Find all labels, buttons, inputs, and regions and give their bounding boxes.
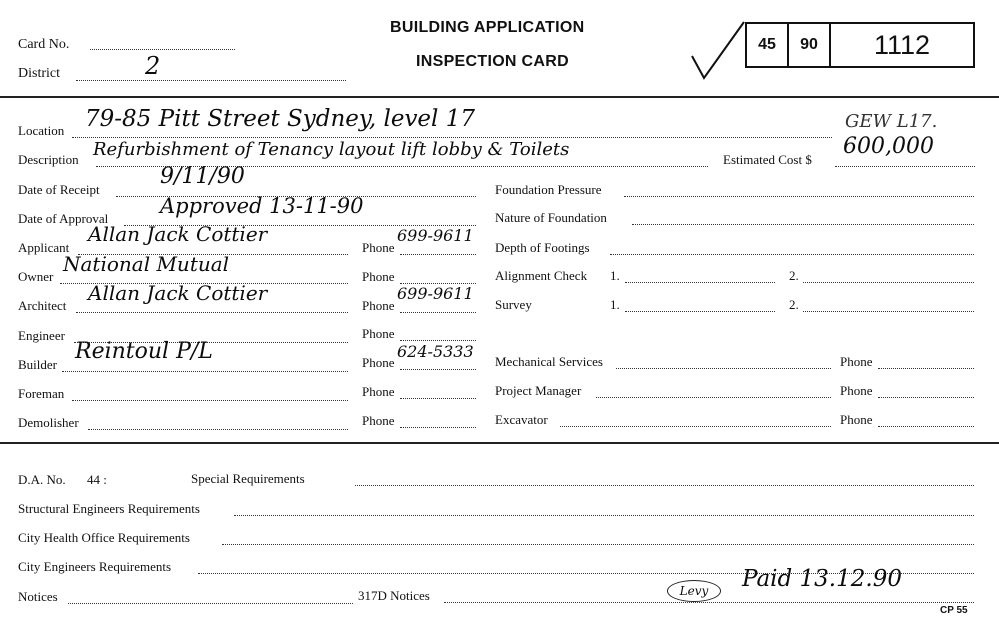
ref-cell-a: 45 bbox=[747, 24, 789, 66]
special-requirements-line bbox=[355, 485, 974, 486]
architect-value: Allan Jack Cottier bbox=[88, 281, 268, 305]
architect-phone-label: Phone bbox=[362, 298, 395, 313]
district-value: 2 bbox=[145, 52, 161, 80]
foreman-line bbox=[72, 400, 348, 401]
owner-phone-label: Phone bbox=[362, 269, 395, 284]
location-value: 79-85 Pitt Street Sydney, level 17 bbox=[85, 106, 475, 132]
date-approval-value: Approved 13-11-90 bbox=[160, 194, 364, 218]
builder-label: Builder bbox=[18, 357, 57, 372]
owner-label: Owner bbox=[18, 269, 54, 284]
district-line bbox=[76, 80, 346, 81]
paid-value: Paid 13.12.90 bbox=[742, 566, 902, 592]
excavator-phone-label: Phone bbox=[840, 412, 873, 427]
date-receipt-value: 9/11/90 bbox=[160, 164, 245, 189]
structural-engineers-line bbox=[234, 515, 974, 516]
city-health-line bbox=[222, 544, 974, 545]
description-label: Description bbox=[18, 152, 79, 167]
reference-number-box bbox=[745, 22, 975, 68]
card-title-line2: INSPECTION CARD bbox=[416, 53, 569, 70]
date-approval-label: Date of Approval bbox=[18, 211, 109, 226]
applicant-phone-value: 699-9611 bbox=[397, 226, 474, 245]
architect-phone-value: 699-9611 bbox=[397, 284, 474, 303]
builder-line bbox=[62, 371, 348, 372]
city-engineers-label: City Engineers Requirements bbox=[18, 559, 172, 574]
card-no-line bbox=[90, 49, 235, 50]
form-code: CP 55 bbox=[940, 605, 968, 616]
engineer-label: Engineer bbox=[18, 328, 65, 343]
applicant-phone-label: Phone bbox=[362, 240, 395, 255]
ref-cell-b: 90 bbox=[789, 24, 831, 66]
builder-phone-line bbox=[400, 369, 476, 370]
notices-317d-line bbox=[444, 602, 974, 603]
project-manager-phone-label: Phone bbox=[840, 383, 873, 398]
survey-line-1 bbox=[625, 311, 775, 312]
project-manager-label: Project Manager bbox=[495, 383, 582, 398]
mechanical-phone-label: Phone bbox=[840, 354, 873, 369]
mechanical-services-label: Mechanical Services bbox=[495, 354, 603, 369]
excavator-line bbox=[560, 426, 831, 427]
da-no-value: 44 : bbox=[87, 472, 107, 487]
estimated-cost-value: 600,000 bbox=[843, 134, 934, 159]
location-label: Location bbox=[18, 123, 65, 138]
ref-cell-c: 1112 bbox=[873, 29, 931, 60]
location-line bbox=[72, 137, 832, 138]
depth-footings-line bbox=[610, 254, 974, 255]
engineer-phone-line bbox=[400, 340, 476, 341]
survey-label: Survey bbox=[495, 297, 532, 312]
mechanical-services-line bbox=[616, 368, 831, 369]
mechanical-phone-line bbox=[878, 368, 974, 369]
check-mark-icon bbox=[686, 18, 748, 80]
architect-phone-line bbox=[400, 312, 476, 313]
architect-line bbox=[76, 312, 348, 313]
architect-label: Architect bbox=[18, 298, 67, 313]
builder-phone-label: Phone bbox=[362, 355, 395, 370]
location-note: GEW L17. bbox=[845, 111, 938, 132]
alignment-check-label: Alignment Check bbox=[495, 268, 588, 283]
project-manager-phone-line bbox=[878, 397, 974, 398]
estimated-cost-label: Estimated Cost $ bbox=[723, 152, 812, 167]
notices-line bbox=[68, 603, 353, 604]
nature-foundation-line bbox=[632, 224, 974, 225]
alignment-num-2: 2. bbox=[789, 268, 799, 283]
demolisher-label: Demolisher bbox=[18, 415, 79, 430]
foreman-label: Foreman bbox=[18, 386, 65, 401]
owner-value: National Mutual bbox=[63, 252, 230, 276]
foreman-phone-line bbox=[400, 398, 476, 399]
notices-label: Notices bbox=[18, 589, 58, 604]
date-receipt-label: Date of Receipt bbox=[18, 182, 100, 197]
alignment-line-2 bbox=[803, 282, 974, 283]
applicant-label: Applicant bbox=[18, 240, 70, 255]
demolisher-line bbox=[88, 429, 348, 430]
excavator-phone-line bbox=[878, 426, 974, 427]
survey-num-2: 2. bbox=[789, 297, 799, 312]
applicant-value: Allan Jack Cottier bbox=[88, 222, 268, 246]
section-divider bbox=[0, 442, 999, 444]
special-requirements-label: Special Requirements bbox=[191, 471, 305, 486]
foreman-phone-label: Phone bbox=[362, 384, 395, 399]
structural-engineers-label: Structural Engineers Requirements bbox=[18, 501, 200, 516]
alignment-line-1 bbox=[625, 282, 775, 283]
foundation-pressure-line bbox=[624, 196, 974, 197]
builder-value: Reintoul P/L bbox=[75, 339, 213, 364]
header-divider bbox=[0, 96, 999, 98]
survey-num-1: 1. bbox=[610, 297, 620, 312]
project-manager-line bbox=[596, 397, 831, 398]
excavator-label: Excavator bbox=[495, 412, 548, 427]
survey-line-2 bbox=[803, 311, 974, 312]
alignment-num-1: 1. bbox=[610, 268, 620, 283]
district-label: District bbox=[18, 66, 60, 81]
city-health-label: City Health Office Requirements bbox=[18, 530, 190, 545]
depth-footings-label: Depth of Footings bbox=[495, 240, 590, 255]
demolisher-phone-label: Phone bbox=[362, 413, 395, 428]
estimated-cost-line bbox=[835, 166, 975, 167]
card-no-label: Card No. bbox=[18, 37, 70, 52]
engineer-phone-label: Phone bbox=[362, 326, 395, 341]
demolisher-phone-line bbox=[400, 427, 476, 428]
foundation-pressure-label: Foundation Pressure bbox=[495, 182, 602, 197]
da-no-label: D.A. No. bbox=[18, 472, 66, 487]
nature-foundation-label: Nature of Foundation bbox=[495, 210, 607, 225]
description-value: Refurbishment of Tenancy layout lift lobby & Toilets bbox=[93, 139, 570, 160]
card-title-line1: BUILDING APPLICATION bbox=[390, 19, 585, 36]
notices-317d-label: 317D Notices bbox=[358, 588, 430, 603]
builder-phone-value: 624-5333 bbox=[397, 342, 474, 361]
levy-stamp bbox=[667, 580, 721, 602]
applicant-phone-line bbox=[400, 254, 476, 255]
levy-stamp-text: Levy bbox=[679, 584, 709, 598]
